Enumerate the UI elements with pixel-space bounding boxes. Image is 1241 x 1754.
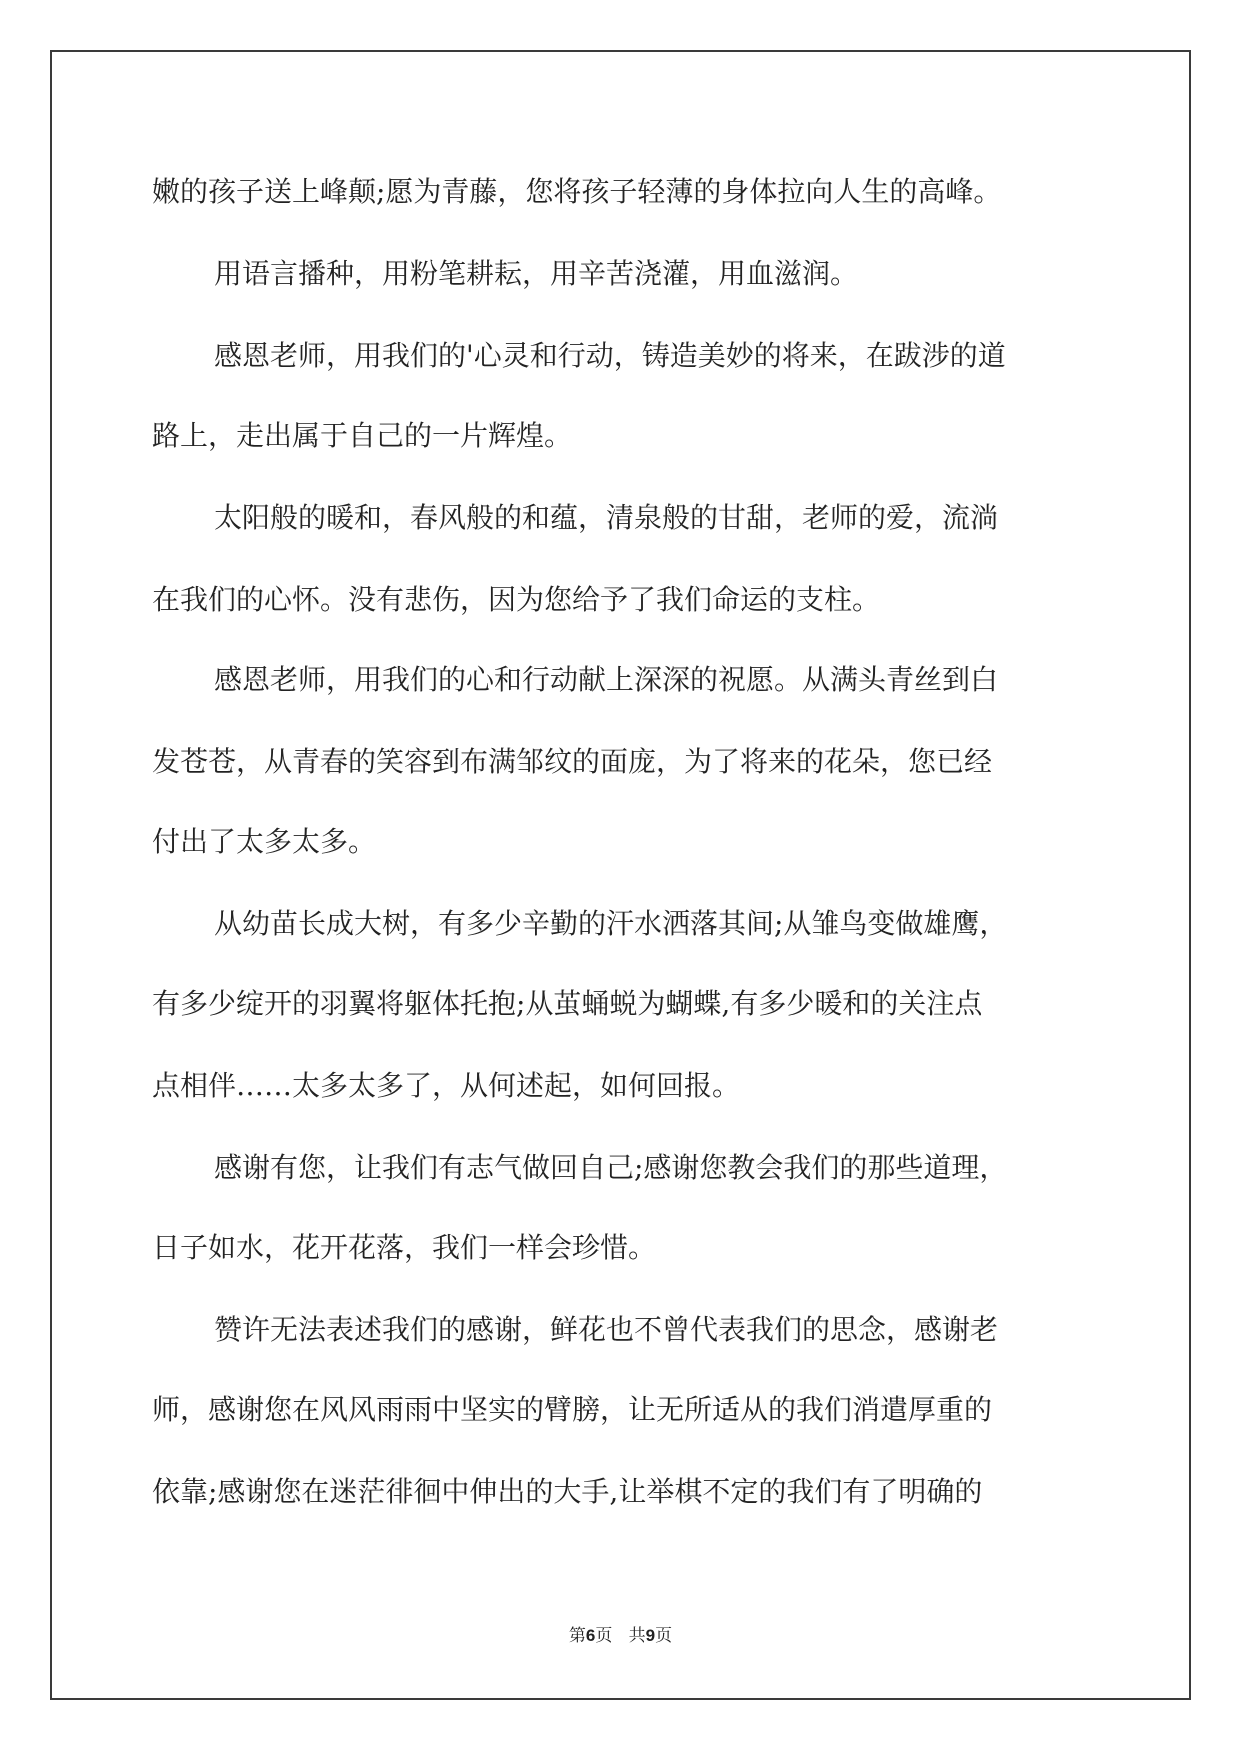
paragraph-line: 发苍苍，从青春的笑容到布满邹纹的面庞，为了将来的花朵，您已经 [152,745,993,778]
paragraph-line: 嫩的孩子送上峰颠;愿为青藤，您将孩子轻薄的身体拉向人生的高峰。 [152,175,1002,208]
paragraph-line: 在我们的心怀。没有悲伤，因为您给予了我们命运的支柱。 [152,583,881,616]
paragraph-line: 感恩老师，用我们的心和行动献上深深的祝愿。从满头青丝到白 [214,663,999,696]
paragraph-line: 太阳般的暖和，春风般的和蕴，清泉般的甘甜，老师的爱，流淌 [214,501,999,534]
paragraph-line: 点相伴……太多太多了，从何述起，如何回报。 [152,1069,741,1102]
page-suffix: 页 [655,1626,673,1646]
paragraph-line: 赞许无法表述我们的感谢，鲜花也不曾代表我们的思念，感谢老 [214,1313,999,1346]
paragraph-line: 师，感谢您在风风雨雨中坚实的臂膀，让无所适从的我们消遣厚重的 [152,1393,993,1426]
paragraph-line: 感恩老师，用我们的'心灵和行动，铸造美妙的将来，在跋涉的道 [214,339,1006,372]
paragraph-line: 依靠;感谢您在迷茫徘徊中伸出的大手,让举棋不定的我们有了明确的 [152,1475,983,1508]
paragraph-line: 路上，走出属于自己的一片辉煌。 [152,419,573,452]
current-page-number: 6 [585,1626,596,1645]
paragraph-line: 有多少绽开的羽翼将躯体托抱;从茧蛹蜕为蝴蝶,有多少暖和的关注点 [152,987,983,1020]
paragraph-line: 感谢有您，让我们有志气做回自己;感谢您教会我们的那些道理， [214,1151,1008,1184]
page-number-footer [0,1624,1241,1648]
total-page-number: 9 [645,1626,656,1645]
paragraph-line: 从幼苗长成大树，有多少辛勤的汗水洒落其间;从雏鸟变做雄鹰， [214,907,1008,940]
page-middle: 页 共 [595,1626,646,1646]
page-prefix: 第 [568,1626,586,1646]
paragraph-line: 用语言播种，用粉笔耕耘，用辛苦浇灌，用血滋润。 [214,257,859,290]
paragraph-line: 付出了太多太多。 [152,825,377,858]
paragraph-line: 日子如水，花开花落，我们一样会珍惜。 [152,1231,657,1264]
page-border [50,50,1191,1700]
